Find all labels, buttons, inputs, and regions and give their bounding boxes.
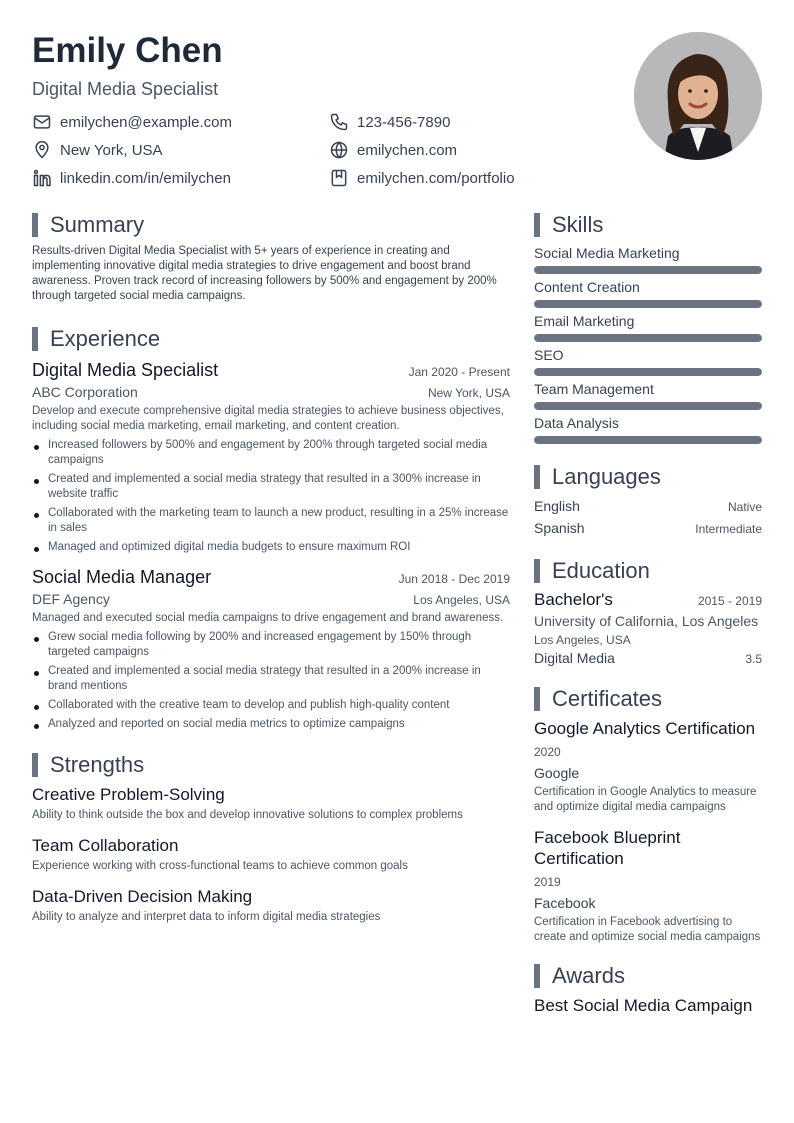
job-company: ABC Corporation [32, 384, 138, 400]
section-accent-bar [32, 327, 38, 351]
language-name: English [534, 498, 580, 514]
summary-section [32, 212, 510, 304]
certificate-issuer: Google [534, 765, 580, 781]
contact-list [32, 110, 592, 200]
strengths-heading: Strengths [50, 752, 145, 777]
bullet-text: Created and implemented a social media strategy that resulted in a 300% increase in website traffic [48, 473, 481, 500]
language-level: Native [727, 500, 762, 514]
website-text: emilychen.com [357, 141, 458, 159]
job-description: Develop and execute comprehensive digital media strategies to achieve business objectives, including social media marketing, email marketing, and content creation. [32, 405, 504, 432]
achievement-list [32, 630, 510, 732]
map-pin-icon [32, 140, 52, 160]
award-name: Best Social Media Campaign [534, 996, 753, 1015]
education-heading: Education [552, 558, 650, 583]
certificate-year: 2020 [534, 745, 561, 759]
bullet-text: Created and implemented a social media strategy that resulted in a 200% increase in brand mentions [48, 665, 481, 692]
strength-description: Experience working with cross-functional teams to achieve common goals [32, 860, 408, 872]
skill-name: Content Creation [534, 279, 640, 295]
strength-name: Creative Problem-Solving [32, 785, 225, 804]
list-item [32, 698, 510, 713]
resume-header [32, 30, 592, 200]
certificate-name: Google Analytics Certification [534, 719, 756, 738]
job-description: Managed and executed social media campaigns to drive engagement and brand awareness. [32, 612, 504, 624]
education-years: 2015 - 2019 [697, 594, 762, 608]
profile-photo [634, 32, 762, 160]
skill-level-bar [534, 436, 762, 444]
skills-section [534, 212, 762, 444]
contact-phone[interactable] [329, 110, 450, 134]
phone-text: 123-456-7890 [357, 113, 451, 131]
job-dates: Jan 2020 - Present [408, 365, 510, 379]
section-heading [534, 686, 762, 712]
candidate-name: Emily Chen [32, 31, 223, 70]
strengths-section [32, 752, 510, 925]
summary-heading: Summary [50, 212, 145, 237]
strength-description: Ability to think outside the box and develop innovative solutions to complex problems [32, 809, 463, 821]
skill-name: Social Media Marketing [534, 245, 680, 261]
strength-name: Team Collaboration [32, 836, 179, 855]
contact-website[interactable] [329, 138, 457, 162]
skill-name: Team Management [534, 381, 654, 397]
certificate-year: 2019 [534, 875, 561, 889]
education-section [534, 558, 762, 666]
contact-email[interactable] [32, 110, 232, 134]
job-dates: Jun 2018 - Dec 2019 [398, 572, 510, 586]
portfolio-text: emilychen.com/portfolio [357, 169, 515, 187]
list-item [32, 664, 510, 694]
education-gpa: 3.5 [745, 652, 762, 666]
section-heading [534, 212, 762, 238]
skill-item [534, 244, 762, 274]
job-title: Digital Media Specialist [32, 360, 219, 380]
education-location: Los Angeles, USA [534, 633, 631, 647]
achievement-list [32, 438, 510, 555]
skill-level-bar [534, 334, 762, 342]
mail-icon [32, 112, 52, 132]
list-item [32, 438, 510, 468]
skill-name: SEO [534, 347, 564, 363]
bullet-text: Collaborated with the marketing team to launch a new product, resulting in a 25% increase in sales [48, 507, 509, 534]
location-text: New York, USA [60, 141, 163, 159]
certificate-item [534, 718, 762, 815]
experience-heading: Experience [50, 326, 161, 351]
skill-item [534, 312, 762, 342]
skills-list [534, 244, 762, 444]
skill-level-fill [534, 266, 762, 274]
bullet-dot-icon [34, 724, 39, 729]
section-heading [32, 326, 510, 352]
bullet-text: Managed and optimized digital media budgets to ensure maximum ROI [48, 541, 411, 553]
skill-level-fill [534, 436, 762, 444]
section-heading [534, 558, 762, 584]
list-item [32, 540, 510, 555]
awards-section [534, 963, 762, 1016]
phone-icon [329, 112, 349, 132]
bullet-text: Increased followers by 500% and engagement by 200% through targeted social media campaigns [48, 439, 488, 466]
job-location: Los Angeles, USA [413, 593, 510, 607]
candidate-title: Digital Media Specialist [32, 79, 219, 99]
bullet-dot-icon [34, 637, 39, 642]
job-company: DEF Agency [32, 591, 110, 607]
section-heading [534, 464, 762, 490]
certificates-section [534, 686, 762, 945]
skill-item [534, 380, 762, 410]
bullet-dot-icon [34, 479, 39, 484]
skill-level-fill [534, 334, 762, 342]
list-item [32, 630, 510, 660]
section-heading [534, 963, 762, 989]
job-location: New York, USA [427, 386, 510, 400]
section-accent-bar [534, 213, 540, 237]
section-heading [32, 752, 510, 778]
sidebar-column [534, 212, 762, 1016]
strength-description: Ability to analyze and interpret data to inform digital media strategies [32, 911, 381, 923]
language-item [534, 496, 762, 518]
list-item [32, 472, 510, 502]
contact-portfolio[interactable] [329, 166, 515, 190]
certificate-name: Facebook Blueprint Certification [534, 828, 681, 868]
summary-text: Results-driven Digital Media Specialist with 5+ years of experience in creating and implementing innovative digital media strategies to drive engagement and boost brand awareness. Proven track record of increasing followers by 500% and engagement by 200% through targeted social media campaigns. [32, 245, 497, 302]
skill-level-fill [534, 300, 762, 308]
bullet-dot-icon [34, 513, 39, 518]
skill-level-fill [534, 402, 762, 410]
list-item [32, 717, 510, 732]
job-title: Social Media Manager [32, 567, 212, 587]
certificate-item [534, 827, 762, 945]
bullet-text: Analyzed and reported on social media metrics to optimize campaigns [48, 718, 405, 730]
awards-heading: Awards [552, 963, 625, 988]
education-school: University of California, Los Angeles [534, 613, 759, 629]
skill-level-bar [534, 266, 762, 274]
contact-location [32, 138, 163, 162]
bullet-dot-icon [34, 671, 39, 676]
language-name: Spanish [534, 520, 585, 536]
certificate-issuer: Facebook [534, 895, 596, 911]
section-heading [32, 212, 510, 238]
languages-section [534, 464, 762, 540]
linkedin-icon [32, 168, 52, 188]
skill-item [534, 278, 762, 308]
skill-name: Data Analysis [534, 415, 619, 431]
strength-item [32, 784, 510, 823]
skill-item [534, 346, 762, 376]
globe-icon [329, 140, 349, 160]
job-entry [32, 360, 510, 555]
education-degree: Bachelor's [534, 590, 613, 609]
language-item [534, 518, 762, 540]
main-column [32, 212, 510, 925]
certificate-description: Certification in Google Analytics to measure and optimize digital media campaigns [534, 786, 757, 813]
skill-item [534, 414, 762, 444]
skills-heading: Skills [552, 212, 604, 237]
section-accent-bar [534, 964, 540, 988]
strength-item [32, 886, 510, 925]
languages-heading: Languages [552, 464, 661, 489]
bullet-text: Grew social media following by 200% and increased engagement by 150% through targeted campaigns [48, 631, 472, 658]
certificates-heading: Certificates [552, 686, 663, 711]
bullet-dot-icon [34, 547, 39, 552]
email-text: emilychen@example.com [60, 113, 232, 131]
job-entry [32, 567, 510, 732]
strength-name: Data-Driven Decision Making [32, 887, 253, 906]
section-accent-bar [534, 465, 540, 489]
person-portrait-icon [634, 32, 762, 160]
language-level: Intermediate [695, 522, 762, 536]
skill-name: Email Marketing [534, 313, 635, 329]
section-accent-bar [534, 687, 540, 711]
section-accent-bar [32, 753, 38, 777]
certificate-description: Certification in Facebook advertising to create and optimize social media campaigns [534, 916, 761, 943]
section-accent-bar [534, 559, 540, 583]
strength-item [32, 835, 510, 874]
bullet-dot-icon [34, 445, 39, 450]
education-field: Digital Media [534, 650, 615, 666]
skill-level-bar [534, 368, 762, 376]
skill-level-fill [534, 368, 762, 376]
experience-section [32, 326, 510, 732]
bullet-text: Collaborated with the creative team to develop and publish high-quality content [48, 699, 450, 711]
bullet-dot-icon [34, 705, 39, 710]
contact-linkedin[interactable] [32, 166, 231, 190]
section-accent-bar [32, 213, 38, 237]
linkedin-text: linkedin.com/in/emilychen [60, 169, 231, 187]
skill-level-bar [534, 300, 762, 308]
list-item [32, 506, 510, 536]
skill-level-bar [534, 402, 762, 410]
bookmark-box-icon [329, 168, 349, 188]
